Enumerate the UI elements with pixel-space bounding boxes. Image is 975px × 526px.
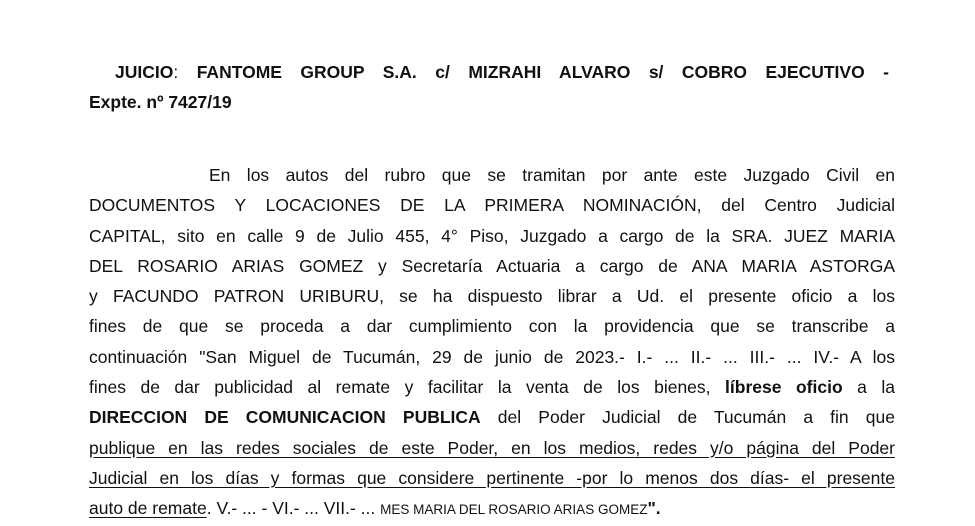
- body-line-12-text: . V.- ... - VI.- ... VII.- ...: [206, 498, 381, 519]
- juicio-label: JUICIO: [115, 62, 174, 82]
- auto-de-remate: auto de remate: [89, 498, 207, 519]
- body-line-9: [89, 402, 895, 432]
- body-line-6: fines de que se proceda a dar cumplimiento con la providencia que se transcribe a: [89, 316, 895, 337]
- direccion-comunicacion-emphasis: DIRECCION DE COMUNICACION PUBLICA: [89, 407, 481, 428]
- body-line-4: DEL ROSARIO ARIAS GOMEZ y Secretaría Actuaria a cargo de ANA MARIA ASTORGA: [89, 255, 895, 276]
- expediente-number: Expte. nº 7427/19: [89, 92, 232, 112]
- closing-quote: ".: [647, 498, 661, 519]
- case-title: FANTOME GROUP S.A. c/ MIZRAHI ALVARO s/ COBRO EJECUTIVO -: [178, 62, 889, 82]
- body-line-10: publique en las redes sociales de este Poder, en los medios, redes y/o página del Poder: [89, 437, 895, 458]
- body-line-5: y FACUNDO PATRON URIBURU, se ha dispuesto librar a Ud. el presente oficio a los: [89, 286, 895, 307]
- body-line-1: En los autos del rubro que se tramitan por ante este Juzgado Civil en: [209, 165, 895, 185]
- body-line-8-text: fines de dar publicidad al remate y facilitar la venta de los bienes,: [89, 377, 726, 398]
- body-line-11: Judicial en los días y formas que considere pertinente -por lo menos dos días- el presente: [89, 467, 895, 488]
- body-line-3: CAPITAL, sito en calle 9 de Julio 455, 4° Piso, Juzgado a cargo de la SRA. JUEZ MARIA: [89, 225, 895, 246]
- juicio-colon: :: [173, 62, 179, 82]
- body-line-8: [89, 372, 895, 402]
- body-line-9-text: del Poder Judicial de Tucumán a fin que: [480, 407, 895, 428]
- librese-oficio-emphasis: líbrese oficio: [725, 377, 843, 398]
- body-line-8-end: a la: [842, 377, 895, 398]
- judge-signature-text: MES MARIA DEL ROSARIO ARIAS GOMEZ: [380, 502, 648, 518]
- body-line-12: [89, 493, 895, 525]
- body-line-2: DOCUMENTOS Y LOCACIONES DE LA PRIMERA NOMINACIÓN, del Centro Judicial: [89, 195, 895, 216]
- oficio-body: [89, 160, 895, 526]
- case-heading: [89, 57, 889, 117]
- body-line-7: continuación "San Miguel de Tucumán, 29 de junio de 2023.- I.- ... II.- ... III.- ... IV.- A los: [89, 346, 895, 367]
- case-title-line: [89, 57, 889, 87]
